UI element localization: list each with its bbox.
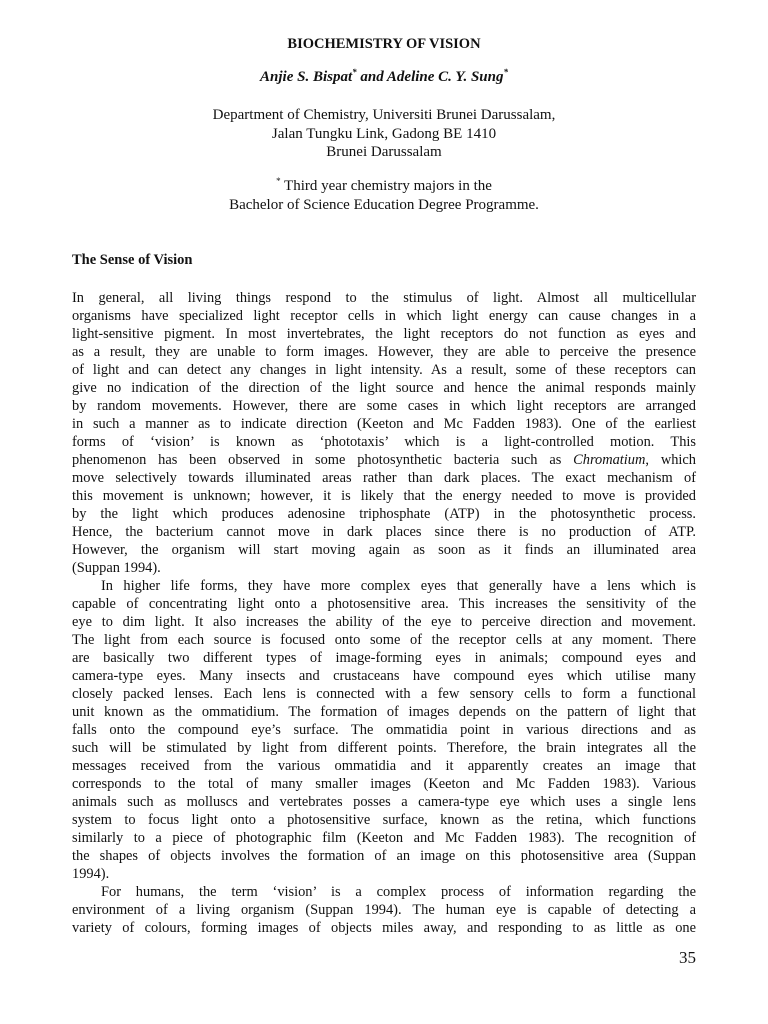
footnote-text-1: Third year chemistry majors in the — [280, 178, 492, 194]
affiliation — [0, 106, 768, 162]
text-line: give no indication of the direction of the light source and hence the animal responds mainly — [72, 380, 696, 396]
affiliation-line: Department of Chemistry, Universiti Brunei Darussalam, — [212, 107, 556, 123]
text-line: in such a manner as to indicate direction (Keeton and Mc Fadden 1983). One of the earliest — [72, 416, 696, 432]
text-line: by the light which produces adenosine triphosphate (ATP) in the photosynthetic process. — [72, 506, 696, 522]
author-2: Adeline C. Y. Sung — [386, 69, 504, 85]
footnote-line — [0, 177, 768, 196]
text-line: move selectively towards illuminated areas rather than dark places. The exact mechanism of — [72, 470, 696, 486]
text-line: such will be stimulated by light from different points. Therefore, the brain integrates all the — [72, 740, 696, 756]
text-line: The light from each source is focused onto some of the receptor cells at any moment. There — [72, 632, 696, 648]
text-line: 1994). — [72, 866, 110, 882]
text-line: camera-type eyes. Many insects and crustaceans have compound eyes which utilise many — [72, 668, 696, 684]
text-line: messages received from the various ommatidia and it apparently creates an image that — [72, 758, 696, 774]
text-line: similarly to a piece of photographic film (Keeton and Mc Fadden 1983). The recognition of — [72, 830, 696, 846]
text-line: (Suppan 1994). — [72, 560, 161, 576]
text-line: as a result, they are unable to form images. However, they are able to perceive the presence — [72, 344, 696, 360]
text-segment: phenomenon has been observed in some photosynthetic bacteria such as — [72, 452, 574, 468]
text-line — [72, 451, 696, 469]
text-line: system to focus light onto a photosensitive surface, known as the retina, which functions — [72, 812, 696, 828]
page-number: 35 — [679, 948, 696, 967]
text-line: are basically two different types of image-forming eyes in animals; compound eyes and — [72, 650, 696, 666]
footnote-line: Bachelor of Science Education Degree Programme. — [229, 196, 539, 213]
author-1-mark: * — [352, 67, 357, 77]
text-line: In general, all living things respond to the stimulus of light. Almost all multicellular — [72, 290, 696, 306]
text-line: variety of colours, forming images of objects miles away, and responding to as little as one — [72, 920, 696, 936]
document-title: BIOCHEMISTRY OF VISION — [287, 36, 481, 52]
text-line: eye to dim light. It also increases the ability of the eye to perceive direction and movement. — [72, 614, 696, 630]
affiliation-line: Brunei Darussalam — [326, 144, 442, 160]
text-line: unit known as the ommatidium. The formation of images depends on the pattern of light that — [72, 704, 696, 720]
text-line: light-sensitive pigment. In most invertebrates, the light receptors do not function as eyes and — [72, 326, 696, 342]
text-line: organisms have specialized light receptor cells in which light energy can cause changes in a — [72, 308, 696, 324]
text-line: Hence, the bacterium cannot move in dark places since there is no production of ATP. — [72, 524, 696, 540]
body-text — [72, 289, 696, 937]
author-footnote — [0, 177, 768, 214]
text-line: by random movements. However, there are some cases in which light receptors are arranged — [72, 398, 696, 414]
text-line: this movement is unknown; however, it is likely that the energy needed to move is provided — [72, 488, 696, 504]
text-line: However, the organism will start moving again as soon as it finds an illuminated area — [72, 542, 696, 558]
authors-line — [0, 68, 768, 86]
authors-connector: and — [356, 69, 387, 85]
author-2-mark: * — [503, 67, 508, 77]
footnote-mark: * — [276, 176, 281, 186]
section-heading: The Sense of Vision — [72, 252, 193, 268]
italic-term: Chromatium — [573, 452, 646, 468]
text-line: environment of a living organism (Suppan 1994). The human eye is capable of detecting a — [72, 902, 696, 918]
text-line: closely packed lenses. Each lens is connected with a few sensory cells to form a functional — [72, 686, 696, 702]
text-segment: , which — [645, 452, 696, 468]
text-line: For humans, the term ‘vision’ is a complex process of information regarding the — [101, 884, 696, 900]
author-1: Anjie S. Bispat — [260, 69, 353, 85]
text-line: falls onto the compound eye’s surface. The ommatidia point in various directions and as — [72, 722, 696, 738]
text-line: forms of ‘vision’ is known as ‘phototaxis’ which is a light-controlled motion. This — [72, 434, 696, 450]
text-line: animals such as molluscs and vertebrates posses a camera-type eye which uses a single lens — [72, 794, 696, 810]
text-line: In higher life forms, they have more complex eyes that generally have a lens which is — [101, 578, 696, 594]
text-line: the shapes of objects involves the formation of an image on this photosensitive area (Suppan — [72, 848, 696, 864]
text-line: capable of concentrating light onto a photosensitive area. This increases the sensitivity of the — [72, 596, 696, 612]
affiliation-line: Jalan Tungku Link, Gadong BE 1410 — [271, 125, 497, 142]
text-line: corresponds to the total of many smaller images (Keeton and Mc Fadden 1983). Various — [72, 776, 696, 792]
text-line: of light and can detect any changes in light intensity. As a result, some of these receptors can — [72, 362, 696, 378]
